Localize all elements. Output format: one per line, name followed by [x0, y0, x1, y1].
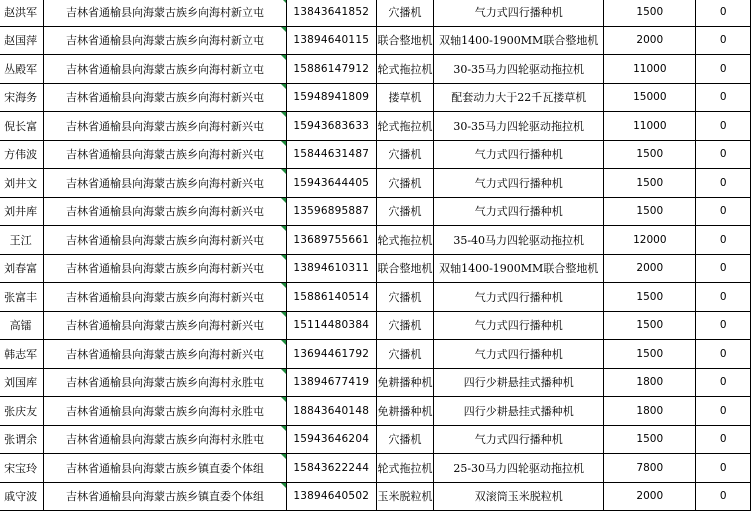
model-cell: 35-40马力四轮驱动拖拉机 [434, 226, 604, 255]
category-cell: 穴播机 [376, 197, 434, 226]
address-cell: 吉林省通榆县向海蒙古族乡向海村新兴屯 [44, 197, 287, 226]
name-cell: 宋海务 [0, 83, 44, 112]
price-cell: 11000 [604, 55, 696, 84]
address-cell: 吉林省通榆县向海蒙古族乡向海村永胜屯 [44, 397, 287, 426]
address-cell: 吉林省通榆县向海蒙古族乡向海村新兴屯 [44, 83, 287, 112]
address-cell: 吉林省通榆县向海蒙古族乡向海村新立屯 [44, 0, 287, 26]
model-cell: 四行少耕悬挂式播种机 [434, 368, 604, 397]
category-cell: 联合整地机 [376, 254, 434, 283]
table-row [0, 197, 751, 226]
table-row [0, 425, 751, 454]
price-cell: 2000 [604, 254, 696, 283]
price-cell: 1500 [604, 283, 696, 312]
extra-cell: 0 [696, 140, 751, 169]
extra-cell: 0 [696, 368, 751, 397]
model-cell: 气力式四行播种机 [434, 283, 604, 312]
extra-cell: 0 [696, 482, 751, 511]
extra-cell: 0 [696, 254, 751, 283]
name-cell: 戚守波 [0, 482, 44, 511]
address-cell: 吉林省通榆县向海蒙古族乡向海村新兴屯 [44, 283, 287, 312]
phone-cell: 13596895887 [286, 197, 376, 226]
name-cell: 韩志军 [0, 340, 44, 369]
table-row [0, 83, 751, 112]
name-cell: 张富丰 [0, 283, 44, 312]
price-cell: 1500 [604, 169, 696, 198]
name-cell: 刘井库 [0, 197, 44, 226]
table-row [0, 169, 751, 198]
price-cell: 1500 [604, 197, 696, 226]
model-cell: 30-35马力四轮驱动拖拉机 [434, 55, 604, 84]
category-cell: 轮式拖拉机 [376, 226, 434, 255]
address-cell: 吉林省通榆县向海蒙古族乡向海村新立屯 [44, 26, 287, 55]
category-cell: 免耕播种机 [376, 368, 434, 397]
phone-cell: 15844631487 [286, 140, 376, 169]
name-cell: 倪长富 [0, 112, 44, 141]
price-cell: 7800 [604, 454, 696, 483]
model-cell: 双滚筒玉米脱粒机 [434, 482, 604, 511]
price-cell: 15000 [604, 83, 696, 112]
phone-cell: 13894640115 [286, 26, 376, 55]
category-cell: 穴播机 [376, 169, 434, 198]
address-cell: 吉林省通榆县向海蒙古族乡向海村新兴屯 [44, 140, 287, 169]
table-row [0, 283, 751, 312]
price-cell: 1500 [604, 0, 696, 26]
phone-cell: 13694461792 [286, 340, 376, 369]
address-cell: 吉林省通榆县向海蒙古族乡镇直委个体组 [44, 454, 287, 483]
phone-cell: 13689755661 [286, 226, 376, 255]
table-row [0, 0, 751, 26]
address-cell: 吉林省通榆县向海蒙古族乡向海村新兴屯 [44, 112, 287, 141]
address-cell: 吉林省通榆县向海蒙古族乡向海村新兴屯 [44, 226, 287, 255]
name-cell: 赵洪军 [0, 0, 44, 26]
table-row [0, 454, 751, 483]
address-cell: 吉林省通榆县向海蒙古族乡向海村新兴屯 [44, 254, 287, 283]
price-cell: 1800 [604, 368, 696, 397]
category-cell: 免耕播种机 [376, 397, 434, 426]
category-cell: 穴播机 [376, 340, 434, 369]
phone-cell: 15114480384 [286, 311, 376, 340]
table-row [0, 482, 751, 511]
model-cell: 气力式四行播种机 [434, 340, 604, 369]
name-cell: 张谓余 [0, 425, 44, 454]
name-cell: 赵国萍 [0, 26, 44, 55]
table-row [0, 368, 751, 397]
price-cell: 1800 [604, 397, 696, 426]
phone-cell: 15943683633 [286, 112, 376, 141]
table-row [0, 254, 751, 283]
category-cell: 轮式拖拉机 [376, 55, 434, 84]
address-cell: 吉林省通榆县向海蒙古族乡向海村新兴屯 [44, 169, 287, 198]
extra-cell: 0 [696, 397, 751, 426]
model-cell: 气力式四行播种机 [434, 311, 604, 340]
name-cell: 刘春富 [0, 254, 44, 283]
category-cell: 穴播机 [376, 0, 434, 26]
table-row [0, 397, 751, 426]
model-cell: 气力式四行播种机 [434, 0, 604, 26]
extra-cell: 0 [696, 169, 751, 198]
name-cell: 宋宝玲 [0, 454, 44, 483]
table-row [0, 140, 751, 169]
phone-cell: 13894640502 [286, 482, 376, 511]
price-cell: 11000 [604, 112, 696, 141]
model-cell: 双轴1400-1900MM联合整地机 [434, 254, 604, 283]
phone-cell: 15886140514 [286, 283, 376, 312]
name-cell: 张庆友 [0, 397, 44, 426]
extra-cell: 0 [696, 0, 751, 26]
price-cell: 1500 [604, 425, 696, 454]
name-cell: 刘国库 [0, 368, 44, 397]
table-row [0, 55, 751, 84]
phone-cell: 15843622244 [286, 454, 376, 483]
model-cell: 30-35马力四轮驱动拖拉机 [434, 112, 604, 141]
address-cell: 吉林省通榆县向海蒙古族乡向海村新立屯 [44, 55, 287, 84]
address-cell: 吉林省通榆县向海蒙古族乡向海村永胜屯 [44, 368, 287, 397]
address-cell: 吉林省通榆县向海蒙古族乡镇直委个体组 [44, 482, 287, 511]
category-cell: 穴播机 [376, 425, 434, 454]
table-row [0, 112, 751, 141]
category-cell: 轮式拖拉机 [376, 112, 434, 141]
name-cell: 高镭 [0, 311, 44, 340]
phone-cell: 15886147912 [286, 55, 376, 84]
phone-cell: 15943646204 [286, 425, 376, 454]
category-cell: 穴播机 [376, 311, 434, 340]
model-cell: 配套动力大于22千瓦搂草机 [434, 83, 604, 112]
price-cell: 12000 [604, 226, 696, 255]
category-cell: 搂草机 [376, 83, 434, 112]
address-cell: 吉林省通榆县向海蒙古族乡向海村新兴屯 [44, 311, 287, 340]
name-cell: 刘井文 [0, 169, 44, 198]
phone-cell: 13894610311 [286, 254, 376, 283]
extra-cell: 0 [696, 226, 751, 255]
extra-cell: 0 [696, 283, 751, 312]
address-cell: 吉林省通榆县向海蒙古族乡向海村新兴屯 [44, 340, 287, 369]
phone-cell: 13894677419 [286, 368, 376, 397]
price-cell: 1500 [604, 140, 696, 169]
model-cell: 气力式四行播种机 [434, 169, 604, 198]
model-cell: 气力式四行播种机 [434, 197, 604, 226]
extra-cell: 0 [696, 26, 751, 55]
price-cell: 1500 [604, 311, 696, 340]
extra-cell: 0 [696, 454, 751, 483]
table-row [0, 226, 751, 255]
category-cell: 轮式拖拉机 [376, 454, 434, 483]
category-cell: 穴播机 [376, 140, 434, 169]
name-cell: 丛殿军 [0, 55, 44, 84]
extra-cell: 0 [696, 197, 751, 226]
model-cell: 气力式四行播种机 [434, 140, 604, 169]
phone-cell: 15948941809 [286, 83, 376, 112]
model-cell: 25-30马力四轮驱动拖拉机 [434, 454, 604, 483]
phone-cell: 15943644405 [286, 169, 376, 198]
price-cell: 1500 [604, 340, 696, 369]
model-cell: 气力式四行播种机 [434, 425, 604, 454]
address-cell: 吉林省通榆县向海蒙古族乡向海村永胜屯 [44, 425, 287, 454]
extra-cell: 0 [696, 83, 751, 112]
price-cell: 2000 [604, 482, 696, 511]
extra-cell: 0 [696, 55, 751, 84]
phone-cell: 13843641852 [286, 0, 376, 26]
phone-cell: 18843640148 [286, 397, 376, 426]
model-cell: 四行少耕悬挂式播种机 [434, 397, 604, 426]
extra-cell: 0 [696, 340, 751, 369]
extra-cell: 0 [696, 425, 751, 454]
extra-cell: 0 [696, 311, 751, 340]
table-row [0, 311, 751, 340]
category-cell: 玉米脱粒机 [376, 482, 434, 511]
category-cell: 穴播机 [376, 283, 434, 312]
table-row [0, 26, 751, 55]
price-cell: 2000 [604, 26, 696, 55]
extra-cell: 0 [696, 112, 751, 141]
table-row [0, 340, 751, 369]
name-cell: 王江 [0, 226, 44, 255]
category-cell: 联合整地机 [376, 26, 434, 55]
name-cell: 方伟波 [0, 140, 44, 169]
model-cell: 双轴1400-1900MM联合整地机 [434, 26, 604, 55]
